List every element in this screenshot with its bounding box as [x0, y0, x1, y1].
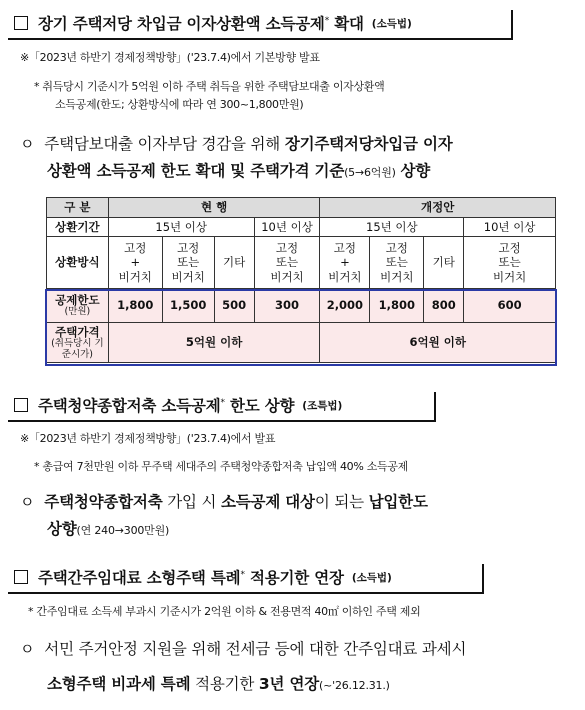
- section1-footnote-line1: * 취득당시 기준시가 5억원 이하 주택 취득을 위한 주택담보대출 이자상환액: [34, 80, 385, 93]
- cell-method: 기타: [214, 237, 254, 289]
- row-label-method: 상환방식: [47, 237, 109, 289]
- revised-price-value: 6억원 이하: [320, 323, 556, 363]
- cell-method: 고정 + 비거치: [320, 237, 370, 289]
- section1-bullet-line2: 상환액 소득공제 한도 확대 및 주택가격 기준(5→6억원) 상향: [47, 162, 431, 180]
- header-bracket: [482, 564, 484, 594]
- policy-comparison-table: [46, 197, 556, 363]
- section3-header: [8, 562, 484, 592]
- section3-bullet-line1: ㅇ 서민 주거안정 지원을 위해 전세금 등에 대한 간주임대료 과세시: [20, 640, 467, 658]
- checkbox-square-icon: [14, 16, 28, 30]
- section2-bullet-line1: ㅇ 주택청약종합저축 가입 시 소득공제 대상이 되는 납입한도: [20, 493, 428, 511]
- cell-method: 고정 또는 비거치: [254, 237, 320, 289]
- cell-method: 기타: [424, 237, 464, 289]
- header-bracket: [434, 392, 436, 422]
- section2-header: [8, 390, 436, 420]
- section2-title: 주택청약종합저축 소득공제* 한도 상향: [38, 397, 295, 415]
- bullet-mark: ㅇ: [20, 135, 35, 153]
- header-revised: 개정안: [320, 198, 556, 218]
- current-limit-value: 300: [254, 289, 320, 323]
- cell-method: 고정 또는 비거치: [464, 237, 556, 289]
- revised-limit-value: 800: [424, 289, 464, 323]
- cell-period-10: 10년 이상: [464, 218, 556, 237]
- row-label-limit: 공제한도 (만원): [47, 289, 109, 323]
- section3-footnote: * 간주임대료 소득세 부과시 기준시가 2억원 이하 & 전용면적 40㎡ 이하인 주택 제외: [28, 605, 421, 618]
- header-gubun: 구 분: [47, 198, 109, 218]
- checkbox-square-icon: [14, 398, 28, 412]
- cell-period-15: 15년 이상: [108, 218, 254, 237]
- section3-title: 주택간주임대료 소형주택 특례* 적용기한 연장: [38, 569, 344, 587]
- section3-law: (소득법): [351, 571, 392, 584]
- cell-period-15: 15년 이상: [320, 218, 464, 237]
- cell-period-10: 10년 이상: [254, 218, 320, 237]
- revised-limit-value: 2,000: [320, 289, 370, 323]
- section2-bullet-line2: 상향(연 240→300만원): [47, 520, 170, 538]
- section2-footnote: * 총급여 7천만원 이하 무주택 세대주의 주택청약종합저축 납입액 40% 소득공제: [34, 460, 408, 473]
- section3-bullet-line2: 소형주택 비과세 특례 적용기한 3년 연장(~'26.12.31.): [47, 675, 390, 693]
- current-price-value: 5억원 이하: [108, 323, 320, 363]
- revised-limit-value: 1,800: [370, 289, 424, 323]
- header-underline: [8, 592, 484, 594]
- cell-method: 고정 또는 비거치: [370, 237, 424, 289]
- checkbox-square-icon: [14, 570, 28, 584]
- section2-ref-note: ※「2023년 하반기 경제정책방향」('23.7.4)에서 발표: [20, 432, 276, 445]
- header-underline: [8, 420, 436, 422]
- section2-law: (조특법): [302, 399, 343, 412]
- bullet-mark: ㅇ: [20, 493, 35, 511]
- section1-ref-note: ※「2023년 하반기 경제정책방향」('23.7.4)에서 기본방향 발표: [20, 51, 320, 64]
- bullet-mark: ㅇ: [20, 640, 35, 658]
- section1-law: (소득법): [371, 17, 412, 30]
- row-label-price: 주택가격 (취득당시 기준시가): [47, 323, 109, 363]
- header-underline: [8, 38, 513, 40]
- revised-limit-value: 600: [464, 289, 556, 323]
- section1-footnote-line2: 소득공제(한도; 상환방식에 따라 연 300~1,800만원): [55, 98, 304, 111]
- header-bracket: [511, 10, 513, 40]
- section1-title: 장기 주택저당 차입금 이자상환액 소득공제* 확대: [38, 15, 364, 33]
- current-limit-value: 1,800: [108, 289, 162, 323]
- current-limit-value: 1,500: [162, 289, 214, 323]
- section1-bullet-line1: ㅇ 주택담보대출 이자부담 경감을 위해 장기주택저당차입금 이자: [20, 135, 453, 153]
- header-current: 현 행: [108, 198, 320, 218]
- current-limit-value: 500: [214, 289, 254, 323]
- section1-header: [8, 8, 513, 38]
- row-label-period: 상환기간: [47, 218, 109, 237]
- cell-method: 고정 또는 비거치: [162, 237, 214, 289]
- cell-method: 고정 + 비거치: [108, 237, 162, 289]
